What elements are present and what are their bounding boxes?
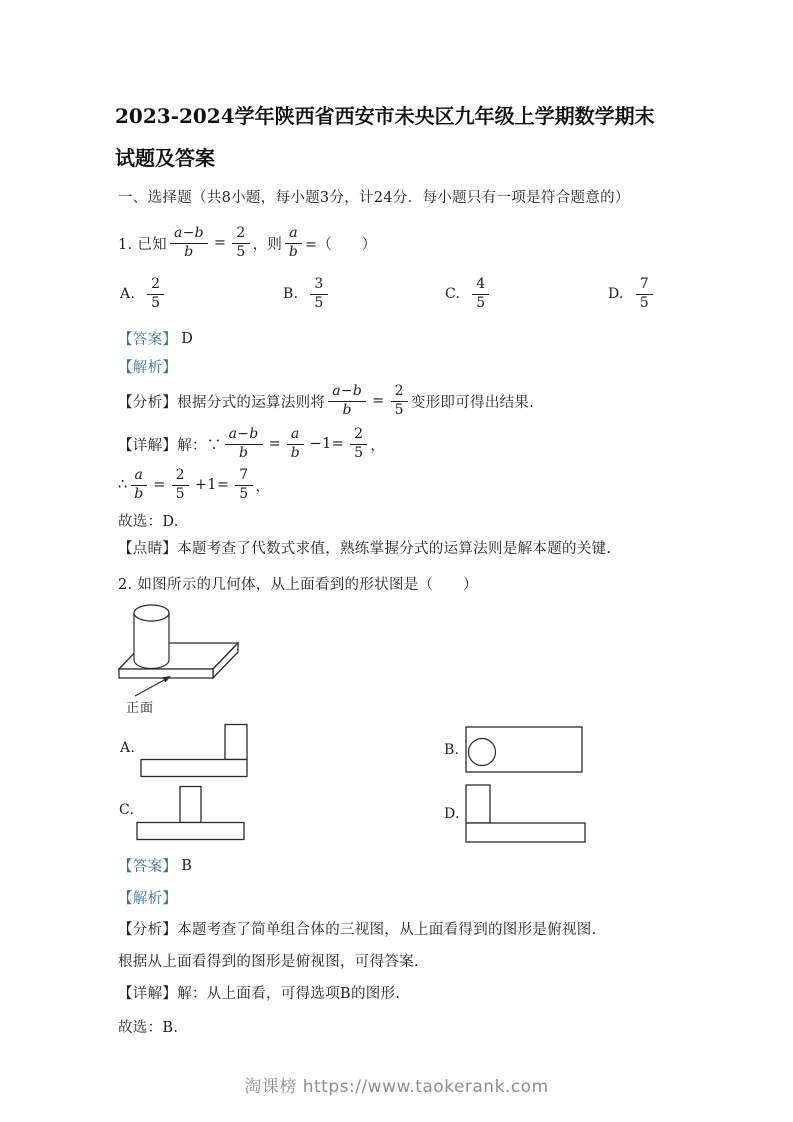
analysis-label: 【分析】 — [118, 922, 178, 938]
fraction-numerator: a — [287, 427, 304, 445]
section-heading-text: 一、选择题（共8小题，每小题3分，计24分．每小题只有一项是符合题意的） — [118, 190, 630, 206]
q2-option-c-label — [119, 802, 134, 818]
fraction-2-5 — [147, 277, 164, 311]
fraction-denominator: b — [238, 444, 249, 461]
fraction-denominator: 5 — [236, 243, 246, 260]
fraction-denominator: 5 — [394, 401, 404, 418]
fraction-numerator: 4 — [472, 277, 489, 295]
q2-detail-text: 解：从上面看，可得选项B的图形. — [177, 986, 401, 1002]
q2-option-a-shape — [140, 723, 250, 780]
q2-option-c-shape — [136, 785, 248, 843]
fraction-a-over-b — [285, 226, 302, 260]
fraction-denominator: 5 — [476, 294, 486, 311]
q1-explain-row — [118, 356, 177, 377]
equals-sign: = — [213, 235, 227, 251]
fraction-denominator: b — [134, 485, 144, 502]
fraction-a-over-b — [131, 468, 148, 502]
equals-sign: = — [268, 436, 282, 452]
q2-analysis-row-2 — [118, 950, 419, 971]
q2-option-d-label — [444, 806, 460, 822]
fraction-a-minus-b-over-b — [170, 226, 208, 260]
q1-option-a — [120, 272, 167, 316]
option-c-letter: C. — [119, 802, 135, 818]
q2-answer-row — [118, 855, 192, 876]
option-a-horizontal-rect — [141, 760, 247, 777]
fraction-a-over-b — [287, 427, 304, 461]
q1-stem-mid: ，则 — [252, 236, 283, 253]
fraction-denominator: b — [342, 401, 352, 418]
comma: ， — [370, 437, 386, 454]
footer-text: 淘课榜 https://www.taokerank.com — [244, 1077, 549, 1097]
q1-answer-value: D — [181, 330, 194, 347]
fraction-denominator: 5 — [175, 485, 185, 502]
fraction-numerator: a−b — [225, 427, 263, 445]
answer-label: 【答案】 — [118, 859, 178, 875]
fraction-numerator: 2 — [350, 427, 367, 445]
q1-conclusion — [118, 510, 179, 531]
q1-detail-pre: 解：∵ — [177, 437, 222, 454]
fraction-denominator: 5 — [354, 444, 364, 461]
plus-one-equals: +1= — [194, 477, 230, 493]
option-b-label: B. — [283, 286, 299, 302]
q1-conclusion-text: 故选：D. — [118, 514, 179, 530]
q2-option-d-shape — [464, 783, 588, 845]
fraction-2-5 — [232, 226, 249, 260]
fraction-4-5 — [472, 277, 489, 311]
q2-analysis-line1: 本题考查了简单组合体的三视图，从上面看得到的图形是俯视图. — [177, 922, 597, 938]
minus-one-equals: −1= — [309, 436, 345, 452]
fraction-a-minus-b-over-b — [328, 384, 366, 418]
fraction-a-minus-b-over-b — [225, 427, 263, 461]
front-view-arrow — [135, 679, 166, 696]
option-c-horizontal-rect — [137, 823, 244, 840]
q1-note-text: 本题考查了代数式求值，熟练掌握分式的运算法则是解本题的关键. — [177, 541, 612, 557]
fraction-7-5 — [636, 277, 653, 311]
equals-sign: = — [372, 393, 385, 409]
front-face-label-text: 正面 — [126, 701, 155, 716]
explain-label: 【解析】 — [118, 891, 178, 907]
fraction-numerator: a — [285, 226, 302, 244]
fraction-denominator: 5 — [239, 485, 249, 502]
q1-analysis-row — [118, 380, 534, 422]
question-2-stem — [118, 573, 478, 594]
fraction-2-5 — [391, 384, 408, 418]
fraction-denominator: b — [184, 243, 194, 260]
q1-line2-pre: ∴ — [118, 477, 128, 493]
option-d-vertical-rect — [466, 785, 490, 823]
option-d-letter: D. — [444, 806, 460, 822]
q1-analysis-post: 变形即可得出结果. — [410, 394, 535, 411]
q1-stem-suffix: =（ ） — [304, 236, 377, 253]
q2-option-a-label — [120, 740, 135, 756]
fraction-numerator: 3 — [310, 277, 327, 295]
q2-option-b-label — [444, 742, 459, 758]
option-c-vertical-rect — [180, 787, 201, 823]
fraction-numerator: 7 — [636, 277, 653, 295]
q2-conclusion-text: 故选：B. — [118, 1020, 179, 1036]
fraction-denominator: b — [288, 243, 299, 260]
option-a-label: A. — [120, 286, 136, 302]
q1-note-row — [118, 537, 611, 558]
fraction-numerator: 2 — [391, 384, 408, 402]
fraction-numerator: 2 — [147, 277, 164, 295]
front-face-label — [126, 697, 154, 716]
q2-detail-row — [118, 982, 400, 1003]
q1-answer-row — [118, 328, 193, 349]
slab-front-face — [119, 669, 213, 678]
q2-analysis-row-1 — [118, 918, 597, 939]
q2-conclusion — [118, 1016, 178, 1037]
comma: ， — [255, 478, 271, 495]
fraction-denominator: b — [290, 444, 300, 461]
fraction-numerator: a−b — [328, 384, 366, 402]
section-heading — [118, 186, 630, 207]
option-b-letter: B. — [444, 742, 460, 758]
q2-analysis-line2: 根据从上面看得到的图形是俯视图，可得答案. — [118, 954, 419, 970]
q2-option-b-shape — [464, 725, 585, 775]
q1-option-d — [608, 272, 656, 316]
option-d-horizontal-rect — [466, 823, 585, 842]
fraction-7-5 — [235, 468, 252, 502]
q1-detail-row-2 — [118, 464, 270, 506]
fraction-numerator: a — [131, 468, 148, 486]
fraction-denominator: 5 — [151, 294, 161, 311]
q2-answer-value: B — [181, 857, 193, 874]
site-footer — [0, 1072, 793, 1097]
option-a-letter: A. — [120, 740, 136, 756]
equals-sign: = — [153, 477, 166, 493]
fraction-numerator: 7 — [235, 468, 252, 486]
fraction-2-5 — [350, 427, 367, 461]
option-c-label: C. — [445, 286, 461, 302]
fraction-denominator: 5 — [314, 294, 324, 311]
q1-analysis-pre: 根据分式的运算法则将 — [177, 394, 326, 411]
q2-explain-row — [118, 887, 177, 908]
fraction-3-5 — [310, 277, 327, 311]
fraction-numerator: 2 — [232, 226, 249, 244]
q1-option-b — [283, 272, 331, 316]
cylinder-top-ellipse — [134, 605, 169, 621]
q1-detail-row-1 — [118, 423, 385, 465]
explain-label: 【解析】 — [118, 360, 178, 376]
detail-label: 【详解】 — [118, 986, 178, 1002]
detail-label: 【详解】 — [118, 437, 178, 454]
fraction-denominator: 5 — [639, 294, 649, 311]
note-label: 【点睛】 — [118, 541, 178, 557]
option-d-label: D. — [608, 286, 624, 302]
answer-label: 【答案】 — [118, 332, 178, 348]
analysis-label: 【分析】 — [118, 394, 178, 411]
q1-option-c — [445, 272, 492, 316]
fraction-2-5 — [172, 468, 189, 502]
q2-stem-text: 2. 如图所示的几何体，从上面看到的形状图是（ ） — [118, 577, 478, 593]
fraction-numerator: a−b — [170, 226, 208, 244]
page-title: 2023-2024学年陕西省西安市未央区九年级上学期数学期末试题及答案 — [115, 104, 655, 170]
q1-stem-prefix: 1. 已知 — [118, 236, 167, 253]
geometry-solid-figure — [112, 597, 252, 701]
option-a-vertical-rect — [225, 725, 247, 760]
question-1-stem — [118, 222, 377, 264]
fraction-numerator: 2 — [172, 468, 189, 486]
